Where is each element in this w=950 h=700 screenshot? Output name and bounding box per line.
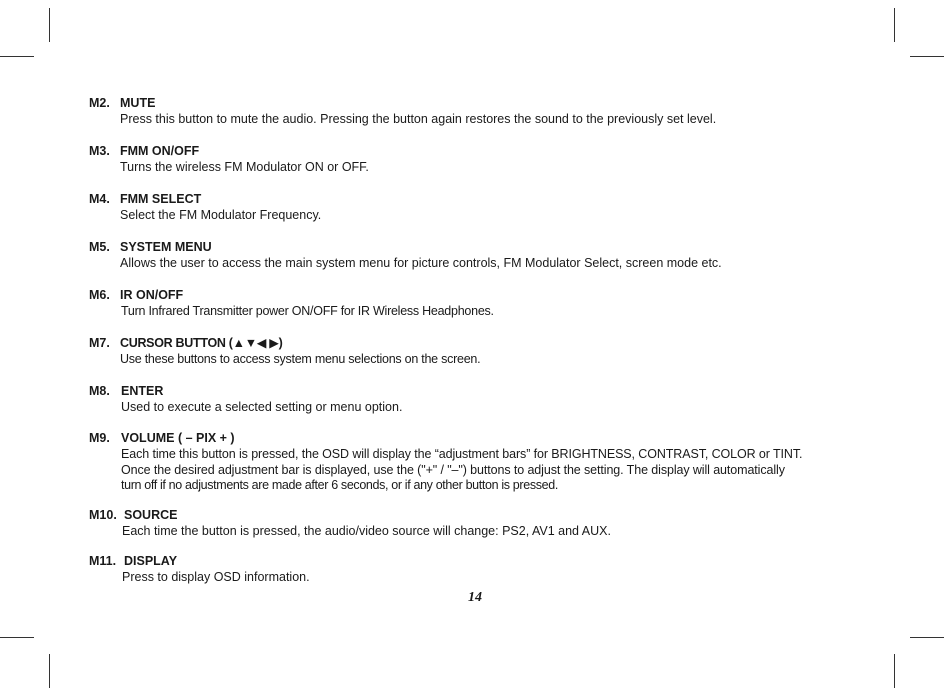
entry-number: M3. [89,144,110,158]
crop-mark-bottom-left-vertical [49,654,50,688]
entry-number: M11. [89,554,117,568]
entry-title: SYSTEM MENU [120,240,212,254]
entry-number: M2. [89,96,110,110]
entry-number: M4. [89,192,110,206]
description-line: Turn Infrared Transmitter power ON/OFF for IR Wireless Headphones. [121,304,494,318]
entry-title: DISPLAY [124,554,178,568]
entry-number: M6. [89,288,110,302]
crop-mark-top-left-horizontal [0,56,34,57]
description-line: Used to execute a selected setting or menu option. [121,400,403,414]
page-number: 14 [468,590,482,605]
entry-title: FMM SELECT [120,192,202,206]
entry-number: M8. [89,384,110,398]
entry-description [122,524,611,540]
description-line: Each time this button is pressed, the OSD will display the “adjustment bars” for BRIGHTNESS, CONTRAST, COLOR or TINT. [121,447,803,461]
crop-mark-top-left-vertical [49,8,50,42]
description-line: Allows the user to access the main system menu for picture controls, FM Modulator Select, screen mode etc. [120,256,722,270]
entry-title: CURSOR BUTTON (▲▼◀ ▶) [120,336,283,350]
crop-mark-top-right-horizontal [910,56,944,57]
description-line: Each time the button is pressed, the audio/video source will change: PS2, AV1 and AUX. [122,524,611,538]
entry-description [122,570,310,586]
entry-number: M7. [89,336,110,350]
entry-title: FMM ON/OFF [120,144,200,158]
entry-number: M10. [89,508,117,522]
description-line: Turns the wireless FM Modulator ON or OFF. [120,160,369,174]
entry-description [121,304,494,320]
crop-mark-bottom-right-horizontal [910,637,944,638]
entry-title: SOURCE [124,508,178,522]
crop-mark-top-right-vertical [894,8,895,42]
description-line: turn off if no adjustments are made after 6 seconds, or if any other button is pressed. [121,478,558,492]
entry-title: MUTE [120,96,156,110]
entry-description [121,447,802,494]
description-line: Select the FM Modulator Frequency. [120,208,322,222]
entry-description [120,256,722,272]
description-line: Once the desired adjustment bar is displayed, use the ("+" / "–") buttons to adjust the setting. The display will automatically [121,462,785,477]
entry-title: IR ON/OFF [120,288,184,302]
crop-mark-bottom-right-vertical [894,654,895,688]
entry-description [120,112,716,128]
description-line: Use these buttons to access system menu selections on the screen. [120,352,481,366]
entry-description [121,400,402,416]
entry-title: ENTER [121,384,164,398]
entry-title: VOLUME ( – PIX + ) [121,431,235,445]
entry-description [120,208,321,224]
crop-mark-bottom-left-horizontal [0,637,34,638]
entry-number: M5. [89,240,110,254]
description-line: Press this button to mute the audio. Pressing the button again restores the sound to the previously set level. [120,112,717,126]
entry-number: M9. [89,431,110,445]
entry-description [120,352,480,368]
entry-description [120,160,369,176]
description-line: Press to display OSD information. [122,570,310,584]
